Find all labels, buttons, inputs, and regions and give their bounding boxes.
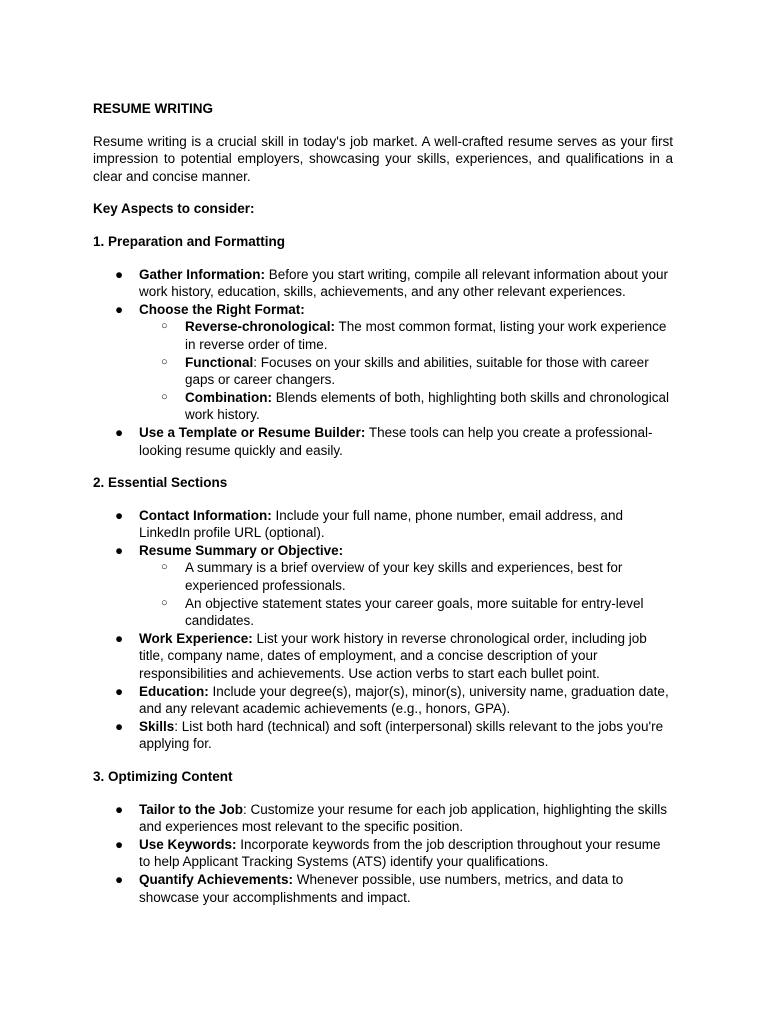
section-heading: 2. Essential Sections: [93, 475, 228, 491]
list-item: [93, 507, 673, 542]
bullet-dot-icon: ●: [115, 507, 124, 523]
item-label: Use a Template or Resume Builder:: [139, 424, 366, 440]
item-text: Whenever possible, use numbers, metrics, and data to showcase your accomplishments and impact.: [139, 871, 624, 905]
bullet-dot-icon: ●: [115, 266, 124, 282]
section-heading: 3. Optimizing Content: [93, 769, 233, 784]
sub-item-text: A summary is a brief overview of your key skills and experiences, best for experienced professionals.: [185, 560, 623, 594]
item-label: Resume Summary or Objective:: [139, 542, 344, 558]
bullet-dot-icon: ●: [115, 836, 124, 852]
bullet-circle-icon: ○: [161, 561, 168, 574]
item-text: List your work history in reverse chronological order, including job title, company name, dates of employment, and a concise description of your responsibilities and achievements. Use action verbs to start each bullet point.: [139, 630, 647, 682]
item-text: : List both hard (technical) and soft (interpersonal) skills relevant to the jobs you're applying for.: [139, 718, 664, 752]
bullet-dot-icon: ●: [115, 630, 124, 646]
sub-item-text: Blends elements of both, highlighting both skills and chronological work history.: [185, 389, 669, 423]
intro-paragraph: Resume writing is a crucial skill in today's job market. A well-crafted resume serves as your first impression to potential employers, showcasing your skills, experiences, and qualifications in a clear and concise manner.: [93, 133, 673, 184]
list-item: [93, 630, 673, 683]
item-label: Quantify Achievements:: [139, 871, 294, 887]
document-body: [93, 100, 673, 921]
sub-item-label: Functional: [185, 354, 254, 370]
sub-item-text: : Focuses on your skills and abilities, suitable for those with career gaps or career changers.: [185, 354, 649, 388]
item-label: Tailor to the Job: [139, 801, 243, 817]
sub-bullet-list: [139, 559, 673, 629]
item-label: Use Keywords:: [139, 836, 237, 852]
bullet-circle-icon: ○: [161, 596, 168, 609]
bullet-circle-icon: ○: [161, 390, 168, 403]
item-label: Work Experience:: [139, 630, 253, 646]
item-label: Education:: [139, 683, 209, 699]
section-heading: 1. Preparation and Formatting: [93, 233, 286, 249]
list-item: [93, 871, 673, 906]
item-label: Gather Information:: [139, 266, 266, 282]
bullet-dot-icon: ●: [115, 424, 124, 440]
list-item: [93, 801, 673, 836]
sub-item-label: Combination:: [185, 389, 272, 405]
item-text: These tools can help you create a professional-looking resume quickly and easily.: [139, 424, 653, 458]
list-item: [93, 836, 673, 871]
bullet-dot-icon: ●: [115, 801, 124, 817]
sections-container: [93, 233, 673, 906]
list-item: [93, 542, 673, 630]
item-label: Skills: [139, 718, 175, 734]
list-item: [93, 683, 673, 718]
bullet-list: [93, 507, 673, 753]
bullet-dot-icon: ●: [115, 683, 124, 699]
sub-list-item: [139, 595, 673, 630]
item-text: Include your degree(s), major(s), minor(s), university name, graduation date, and any relevant academic achievements (e.g., honors, GPA).: [139, 683, 669, 717]
sub-list-item: [139, 318, 673, 353]
bullet-list: [93, 801, 673, 907]
sub-list-item: [139, 389, 673, 424]
item-label: Contact Information:: [139, 507, 272, 523]
item-text: : Customize your resume for each job application, highlighting the skills and experiences most relevant to the specific position.: [139, 801, 667, 835]
bullet-dot-icon: ●: [115, 718, 124, 734]
item-label: Choose the Right Format:: [139, 301, 305, 317]
sub-item-label: Reverse-chronological:: [185, 319, 336, 335]
item-text: Include your full name, phone number, email address, and LinkedIn profile URL (optional).: [139, 507, 623, 541]
bullet-circle-icon: ○: [161, 355, 168, 368]
list-item: [93, 266, 673, 301]
list-item: [93, 301, 673, 424]
sub-item-text: An objective statement states your career goals, more suitable for entry-level candidates.: [185, 595, 644, 629]
bullet-dot-icon: ●: [115, 301, 124, 317]
item-text: Before you start writing, compile all relevant information about your work history, education, skills, achievements, and any other relevant experiences.: [139, 266, 668, 300]
list-item: [93, 424, 673, 459]
item-text: Incorporate keywords from the job description throughout your resume to help Applicant Tracking Systems (ATS) identify your qualifications.: [139, 836, 661, 870]
sub-list-item: [139, 354, 673, 389]
list-item: [93, 718, 673, 753]
bullet-circle-icon: ○: [161, 320, 168, 333]
bullet-dot-icon: ●: [115, 542, 124, 558]
bullet-dot-icon: ●: [115, 871, 124, 887]
sub-item-text: The most common format, listing your work experience in reverse order of time.: [185, 319, 667, 352]
sub-bullet-list: [139, 318, 673, 424]
document-title: RESUME WRITING: [93, 101, 213, 116]
key-aspects-heading: Key Aspects to consider:: [93, 201, 255, 217]
sub-list-item: [139, 559, 673, 594]
bullet-list: [93, 266, 673, 460]
